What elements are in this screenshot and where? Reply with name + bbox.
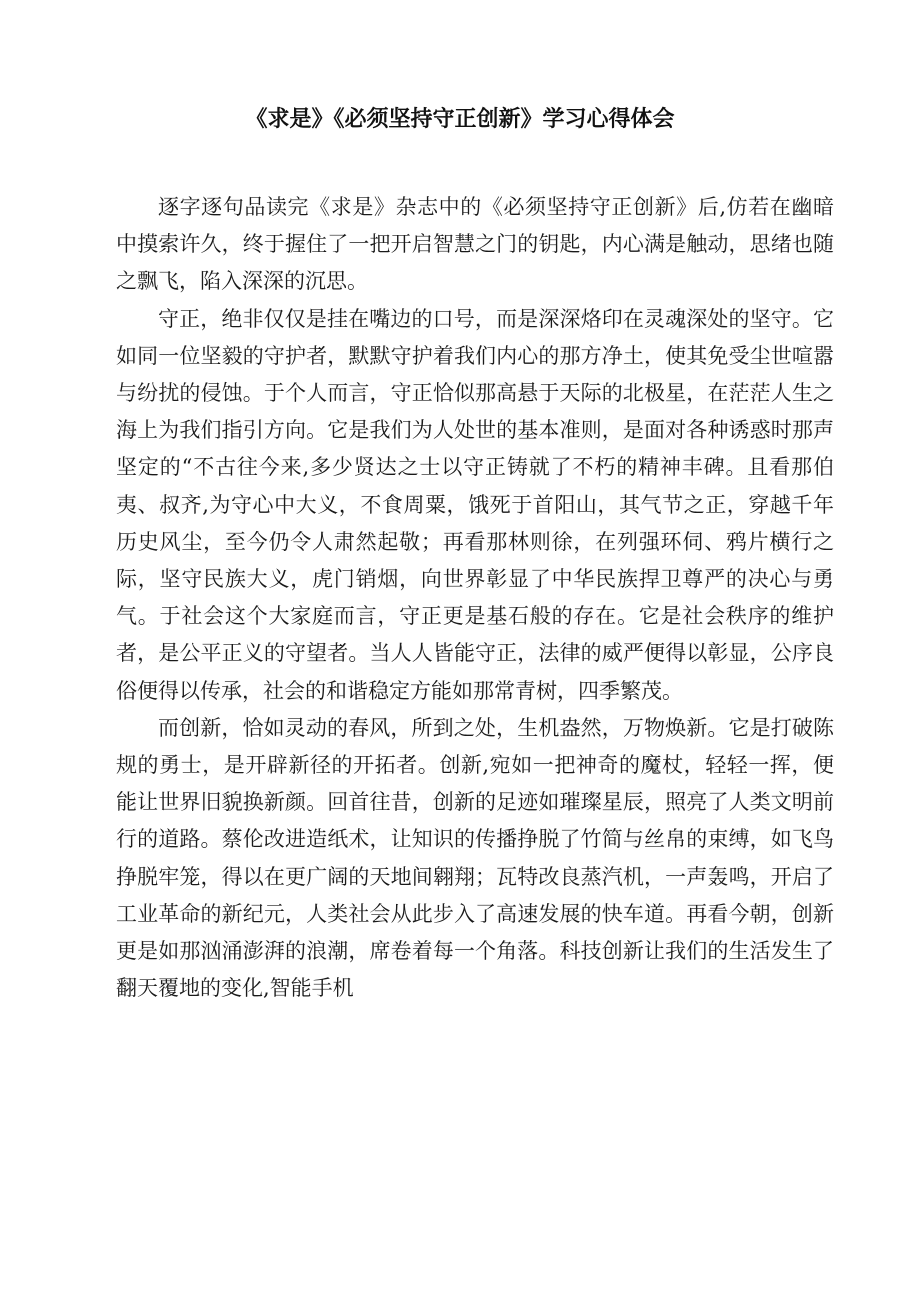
paragraph-chuangxin: 而创新，恰如灵动的春风，所到之处，生机盎然，万物焕新。它是打破陈规的勇士，是开辟新径的开拓者。创新,宛如一把神奇的魔杖，轻轻一挥，便能让世界旧貌换新颜。回首往昔，创新的足迹如璀璨星辰，照亮了人类文明前行的道路。蔡伦改进造纸术，让知识的传播挣脱了竹简与丝帛的束缚，如飞鸟挣脱牢笼，得以在更广阔的天地间翱翔；瓦特改良蒸汽机，一声轰鸣，开启了工业革命的新纪元，人类社会从此步入了高速发展的快车道。再看今朝，创新更是如那汹涌澎湃的浪潮，席卷着每一个角落。科技创新让我们的生活发生了翻天覆地的变化,智能手机 — [116, 715, 834, 1001]
paragraph-shouzheng: 守正，绝非仅仅是挂在嘴边的口号，而是深深烙印在灵魂深处的坚守。它如同一位坚毅的守护者，默默守护着我们内心的那方净土，使其免受尘世喧嚣与纷扰的侵蚀。于个人而言，守正恰似那高悬于天际的北极星，在茫茫人生之海上为我们指引方向。它是我们为人处世的基本准则，是面对各种诱惑时那声坚定的“不古往今来,多少贤达之士以守正铸就了不朽的精神丰碑。且看那伯夷、叔齐,为守心中大义，不食周粟，饿死于首阳山，其气节之正，穿越千年历史风尘，至今仍令人肃然起敬；再看那林则徐，在列强环伺、鸦片横行之际，坚守民族大义，虎门销烟，向世界彰显了中华民族捍卫尊严的决心与勇气。于社会这个大家庭而言，守正更是基石般的存在。它是社会秩序的维护者，是公平正义的守望者。当人人皆能守正，法律的威严便得以彰显，公序良俗便得以传承，社会的和谐稳定方能如那常青树，四季繁茂。 — [116, 306, 834, 703]
document-title: 《求是》《必须坚持守正创新》学习心得体会 — [245, 107, 675, 132]
paragraph-intro: 逐字逐句品读完《求是》杂志中的《必须坚持守正创新》后,仿若在幽暗中摸索许久，终于握住了一把开启智慧之门的钥匙，内心满是触动，思绪也随之飘飞，陷入深深的沉思。 — [116, 195, 834, 294]
document-body — [116, 189, 834, 1007]
